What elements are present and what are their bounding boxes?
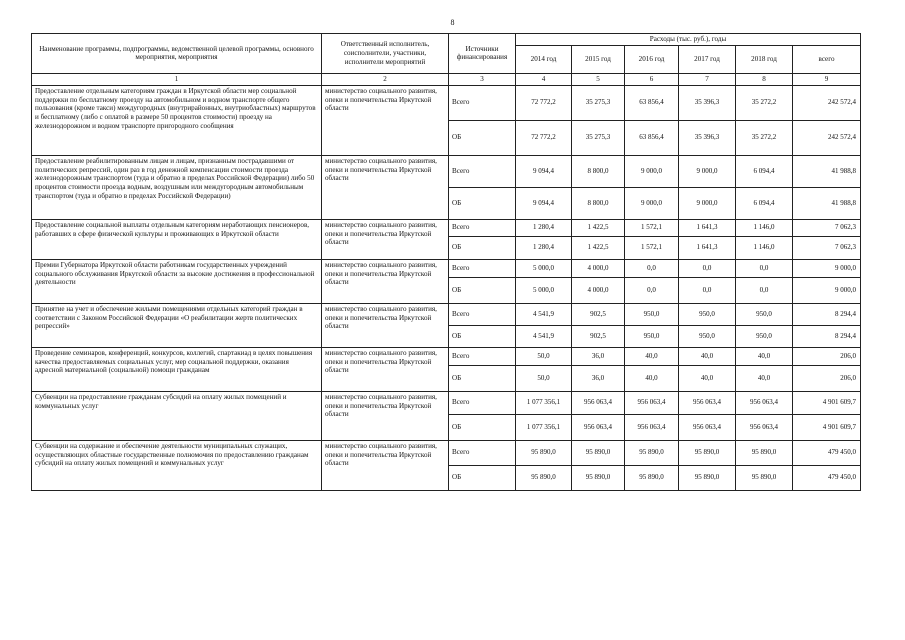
year-value: 9 000,0 <box>625 155 679 187</box>
year-value: 956 063,4 <box>572 391 625 414</box>
funding-source: Всего <box>449 219 516 236</box>
year-value: 956 063,4 <box>572 414 625 440</box>
total-value: 9 000,0 <box>793 259 861 277</box>
year-value: 35 275,3 <box>572 120 625 155</box>
year-value: 902,5 <box>572 303 625 325</box>
year-value: 0,0 <box>679 277 736 303</box>
total-value: 8 294,4 <box>793 325 861 347</box>
year-value: 1 146,0 <box>736 236 793 259</box>
total-value: 206,0 <box>793 347 861 365</box>
total-value: 41 988,8 <box>793 187 861 219</box>
table-row <box>32 391 861 414</box>
table-row <box>32 303 861 325</box>
year-value: 95 890,0 <box>625 465 679 490</box>
year-value: 50,0 <box>516 365 572 391</box>
table-row <box>32 259 861 277</box>
year-value: 40,0 <box>679 347 736 365</box>
column-number: 8 <box>736 73 793 85</box>
year-value: 95 890,0 <box>679 440 736 465</box>
funding-source: Всего <box>449 303 516 325</box>
header-executor: Ответственный исполнитель, соисполнители, участники, исполнители мероприятий <box>322 34 449 74</box>
year-value: 1 077 356,1 <box>516 414 572 440</box>
header-year: 2016 год <box>625 45 679 73</box>
year-value: 0,0 <box>736 259 793 277</box>
year-value: 95 890,0 <box>572 465 625 490</box>
executor: министерство социального развития, опеки и попечительства Иркутской области <box>322 303 449 347</box>
activity-name: Принятие на учет и обеспечение жилыми помещениями отдельных категорий граждан в соответствии с Законом Российской Федерации «О реабилитации жертв политических репрессий» <box>32 303 322 347</box>
year-value: 1 641,3 <box>679 219 736 236</box>
funding-source: Всего <box>449 391 516 414</box>
year-value: 72 772,2 <box>516 120 572 155</box>
year-value: 1 572,1 <box>625 219 679 236</box>
year-value: 9 000,0 <box>679 155 736 187</box>
year-value: 1 641,3 <box>679 236 736 259</box>
year-value: 95 890,0 <box>625 440 679 465</box>
header-year: 2015 год <box>572 45 625 73</box>
activity-name: Предоставление социальной выплаты отдельным категориям неработающих пенсионеров, работавших в сфере физической культуры и проживающих в Иркутской области <box>32 219 322 259</box>
year-value: 6 094,4 <box>736 155 793 187</box>
column-number: 3 <box>449 73 516 85</box>
funding-source: Всего <box>449 259 516 277</box>
header-year: 2014 год <box>516 45 572 73</box>
total-value: 9 000,0 <box>793 277 861 303</box>
year-value: 956 063,4 <box>679 391 736 414</box>
total-value: 479 450,0 <box>793 465 861 490</box>
activity-name: Предоставление отдельным категориям граждан в Иркутской области мер социальной поддержки по бесплатному проезду на автомобильном и водном транспорте общего пользования (кроме такси) междугородных (внутрирайонных, внутриобластных) маршрутов и бесплатному (либо с оплатой в размере 50 процентов стоимости) проезду на железнодорожном и водном транспорте пригородного сообщения <box>32 85 322 155</box>
funding-source: Всего <box>449 155 516 187</box>
executor: министерство социального развития, опеки и попечительства Иркутской области <box>322 219 449 259</box>
activity-name: Предоставление реабилитированным лицам и лицам, признанным пострадавшими от политических репрессий, один раз в год денежной компенсации стоимости проезда железнодорожным транспортом (туда и обратно в пределах Российской Федерации) либо 50 процентов стоимости проезда водным, воздушным или междугородным автомобильным транспортом (туда и обратно в пределах Российской Федерации) <box>32 155 322 219</box>
year-value: 1 422,5 <box>572 219 625 236</box>
year-value: 0,0 <box>736 277 793 303</box>
year-value: 956 063,4 <box>625 414 679 440</box>
year-value: 35 272,2 <box>736 120 793 155</box>
year-value: 35 396,3 <box>679 120 736 155</box>
year-value: 1 146,0 <box>736 219 793 236</box>
year-value: 9 094,4 <box>516 187 572 219</box>
total-value: 242 572,4 <box>793 120 861 155</box>
funding-source: ОБ <box>449 414 516 440</box>
total-value: 41 988,8 <box>793 155 861 187</box>
header-expenses: Расходы (тыс. руб.), годы <box>516 34 861 46</box>
year-value: 40,0 <box>736 365 793 391</box>
column-number: 9 <box>793 73 861 85</box>
year-value: 0,0 <box>625 259 679 277</box>
total-value: 4 901 609,7 <box>793 414 861 440</box>
funding-source: ОБ <box>449 365 516 391</box>
executor: министерство социального развития, опеки и попечительства Иркутской области <box>322 347 449 391</box>
year-value: 956 063,4 <box>625 391 679 414</box>
year-value: 5 000,0 <box>516 259 572 277</box>
year-value: 36,0 <box>572 365 625 391</box>
budget-table <box>31 33 861 491</box>
year-value: 950,0 <box>625 325 679 347</box>
year-value: 95 890,0 <box>679 465 736 490</box>
column-number: 1 <box>32 73 322 85</box>
year-value: 36,0 <box>572 347 625 365</box>
year-value: 63 856,4 <box>625 120 679 155</box>
executor: министерство социального развития, опеки и попечительства Иркутской области <box>322 155 449 219</box>
column-number: 5 <box>572 73 625 85</box>
total-value: 479 450,0 <box>793 440 861 465</box>
year-value: 50,0 <box>516 347 572 365</box>
year-value: 0,0 <box>625 277 679 303</box>
column-number: 7 <box>679 73 736 85</box>
year-value: 63 856,4 <box>625 85 679 120</box>
year-value: 40,0 <box>625 347 679 365</box>
total-value: 206,0 <box>793 365 861 391</box>
year-value: 1 572,1 <box>625 236 679 259</box>
column-number: 4 <box>516 73 572 85</box>
funding-source: Всего <box>449 347 516 365</box>
total-value: 242 572,4 <box>793 85 861 120</box>
year-value: 1 077 356,1 <box>516 391 572 414</box>
year-value: 72 772,2 <box>516 85 572 120</box>
year-value: 35 396,3 <box>679 85 736 120</box>
funding-source: ОБ <box>449 277 516 303</box>
total-value: 7 062,3 <box>793 236 861 259</box>
year-value: 950,0 <box>625 303 679 325</box>
year-value: 8 800,0 <box>572 155 625 187</box>
column-number: 2 <box>322 73 449 85</box>
year-value: 9 094,4 <box>516 155 572 187</box>
header-source: Источники финансирования <box>449 34 516 74</box>
table-row <box>32 85 861 120</box>
year-value: 1 280,4 <box>516 219 572 236</box>
header-year: 2017 год <box>679 45 736 73</box>
header-total: всего <box>793 45 861 73</box>
year-value: 1 422,5 <box>572 236 625 259</box>
activity-name: Проведение семинаров, конференций, конкурсов, коллегий, спартакиад в целях повышения качества предоставляемых социальных услуг, мер социальной поддержки, оказания адресной материальной (социальной) помощи гражданам <box>32 347 322 391</box>
year-value: 95 890,0 <box>736 465 793 490</box>
year-value: 35 272,2 <box>736 85 793 120</box>
funding-source: Всего <box>449 85 516 120</box>
year-value: 956 063,4 <box>679 414 736 440</box>
year-value: 6 094,4 <box>736 187 793 219</box>
total-value: 4 901 609,7 <box>793 391 861 414</box>
executor: министерство социального развития, опеки и попечительства Иркутской области <box>322 391 449 440</box>
year-value: 35 275,3 <box>572 85 625 120</box>
year-value: 956 063,4 <box>736 391 793 414</box>
year-value: 950,0 <box>736 303 793 325</box>
executor: министерство социального развития, опеки и попечительства Иркутской области <box>322 440 449 490</box>
table-row <box>32 347 861 365</box>
year-value: 40,0 <box>736 347 793 365</box>
column-number: 6 <box>625 73 679 85</box>
year-value: 902,5 <box>572 325 625 347</box>
table-row <box>32 440 861 465</box>
year-value: 950,0 <box>736 325 793 347</box>
year-value: 4 000,0 <box>572 259 625 277</box>
activity-name: Субвенции на предоставление гражданам субсидий на оплату жилых помещений и коммунальных услуг <box>32 391 322 440</box>
table-row <box>32 219 861 236</box>
year-value: 9 000,0 <box>679 187 736 219</box>
year-value: 95 890,0 <box>516 465 572 490</box>
year-value: 5 000,0 <box>516 277 572 303</box>
year-value: 956 063,4 <box>736 414 793 440</box>
table-row <box>32 155 861 187</box>
year-value: 95 890,0 <box>516 440 572 465</box>
header-year: 2018 год <box>736 45 793 73</box>
year-value: 8 800,0 <box>572 187 625 219</box>
year-value: 95 890,0 <box>736 440 793 465</box>
year-value: 95 890,0 <box>572 440 625 465</box>
page-number: 8 <box>450 18 455 27</box>
funding-source: ОБ <box>449 236 516 259</box>
year-value: 4 000,0 <box>572 277 625 303</box>
year-value: 950,0 <box>679 325 736 347</box>
year-value: 9 000,0 <box>625 187 679 219</box>
activity-name: Премии Губернатора Иркутской области работникам государственных учреждений социального обслуживания Иркутской области за высокие достижения в профессиональной деятельности <box>32 259 322 303</box>
year-value: 40,0 <box>625 365 679 391</box>
funding-source: ОБ <box>449 187 516 219</box>
year-value: 950,0 <box>679 303 736 325</box>
funding-source: ОБ <box>449 325 516 347</box>
year-value: 40,0 <box>679 365 736 391</box>
year-value: 4 541,9 <box>516 325 572 347</box>
year-value: 1 280,4 <box>516 236 572 259</box>
funding-source: Всего <box>449 440 516 465</box>
total-value: 7 062,3 <box>793 219 861 236</box>
total-value: 8 294,4 <box>793 303 861 325</box>
activity-name: Субвенции на содержание и обеспечение деятельности муниципальных служащих, осуществляющих областные государственные полномочия по предоставлению гражданам субсидий на оплату жилых помещений и коммунальных услуг <box>32 440 322 490</box>
funding-source: ОБ <box>449 465 516 490</box>
executor: министерство социального развития, опеки и попечительства Иркутской области <box>322 259 449 303</box>
funding-source: ОБ <box>449 120 516 155</box>
year-value: 0,0 <box>679 259 736 277</box>
header-name: Наименование программы, подпрограммы, ведомственной целевой программы, основного мероприятия, мероприятия <box>32 34 322 74</box>
executor: министерство социального развития, опеки и попечительства Иркутской области <box>322 85 449 155</box>
year-value: 4 541,9 <box>516 303 572 325</box>
